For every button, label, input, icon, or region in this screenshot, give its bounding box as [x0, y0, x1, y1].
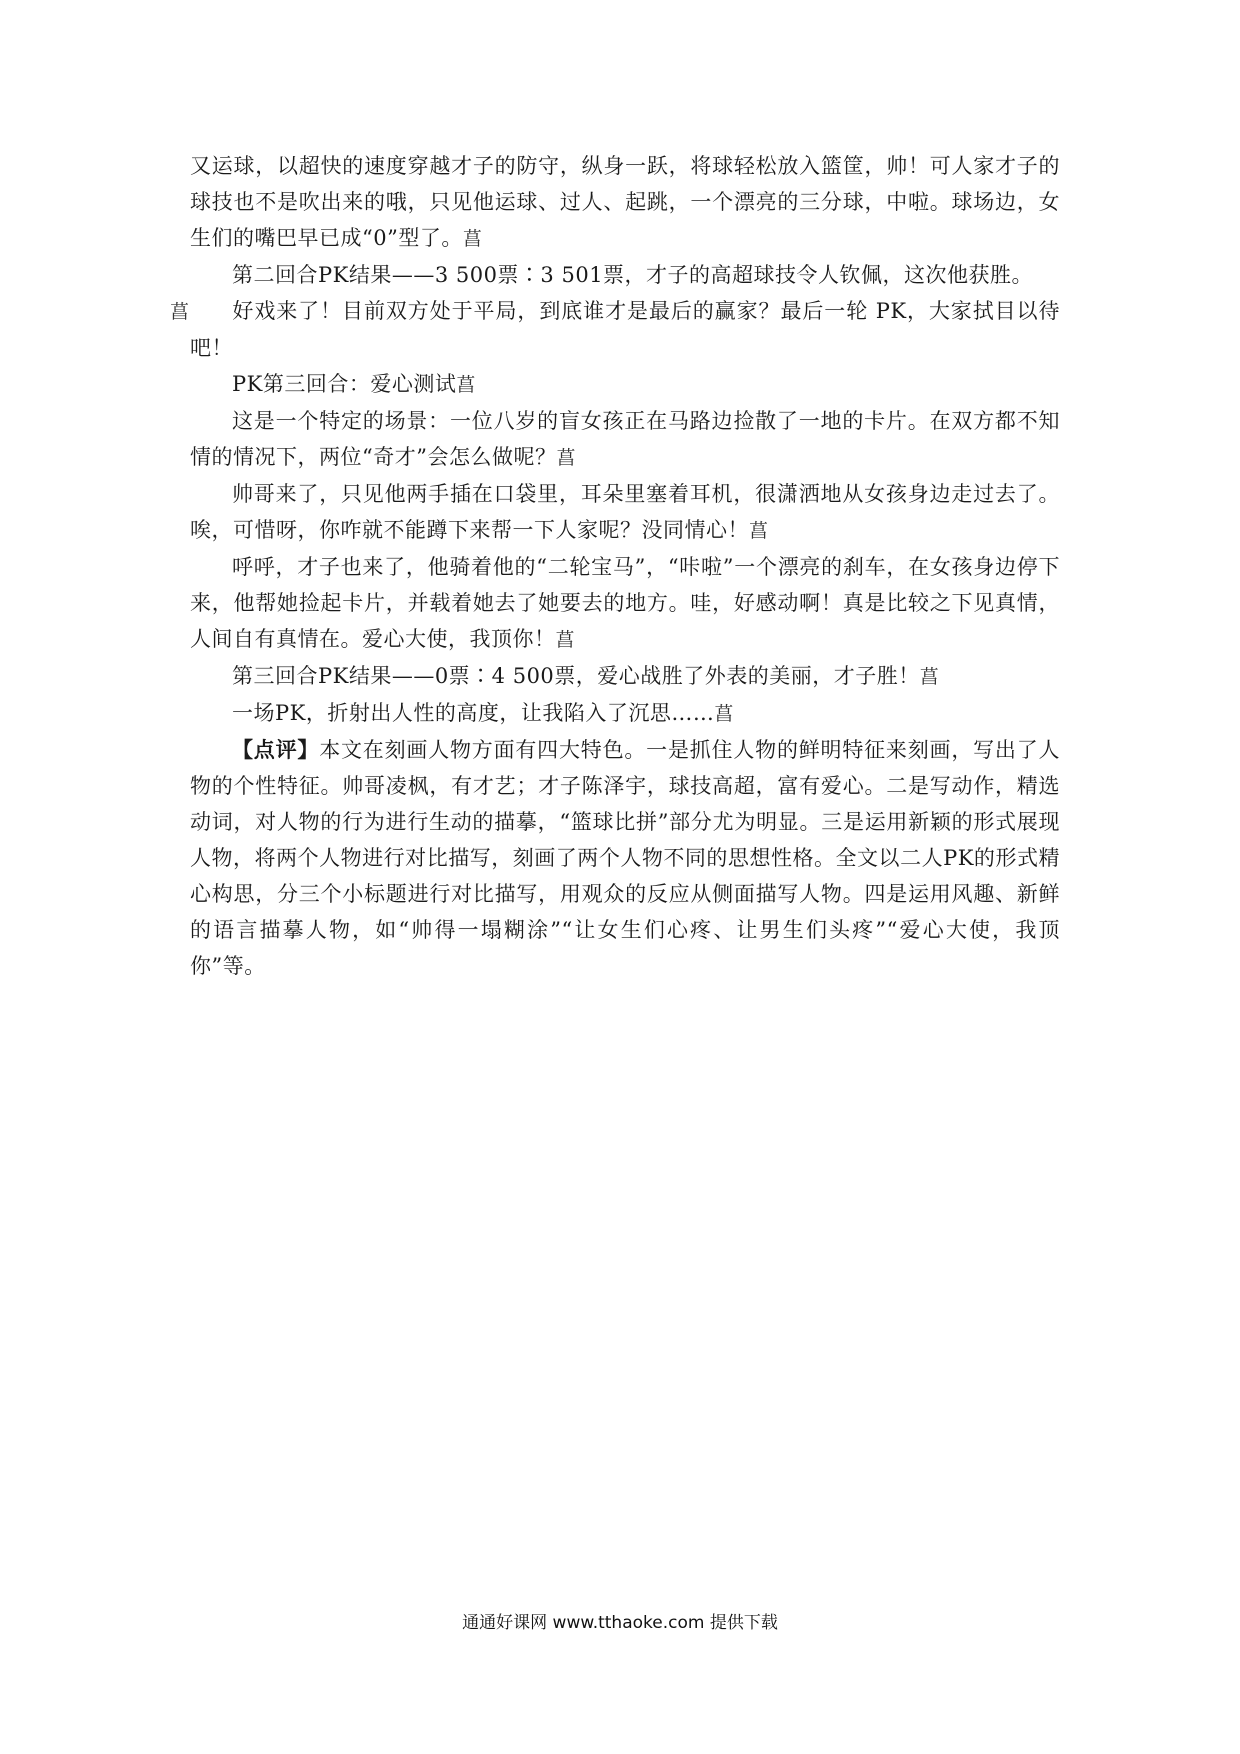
paragraph-mark: 菖 — [556, 447, 576, 469]
paragraph-talented-guy — [190, 549, 1060, 658]
paragraph-mark: 菖 — [749, 520, 769, 542]
paragraph-mark: 菖 — [462, 228, 483, 250]
paragraph-text: 第二回合PK结果——3 500票∶3 501票，才子的高超球技令人钦佩，这次他获胜。 — [232, 263, 1034, 287]
paragraph-conclusion — [190, 695, 1060, 732]
paragraph-round-two-result — [190, 257, 1060, 293]
paragraph-mark: 菖 — [456, 374, 476, 396]
comment-text: 本文在刻画人物方面有四大特色。一是抓住人物的鲜明特征来刻画，写出了人物的个性特征。帅哥凌枫，有才艺；才子陈泽宇，球技高超，富有爱心。二是写动作，精选动词，对人物的行为进行生动的描摹，“篮球比拼”部分尤为明显。三是运用新颖的形式展现人物，将两个人物进行对比描写，刻画了两个人物不同的思想性格。全文以二人PK的形式精心构思，分三个小标题进行对比描写，用观众的反应从侧面描写人物。四是运用风趣、新鲜的语言描摹人物，如“帅得一塌糊涂”“让女生们心疼、让男生们头疼”“爱心大使，我顶你”等。 — [190, 738, 1061, 978]
comment-paragraph — [190, 732, 1060, 984]
paragraph-text: 帅哥来了，只见他两手插在口袋里，耳朵里塞着耳机，很潇洒地从女孩身边走过去了。唉，可惜呀，你咋就不能蹲下来帮一下人家呢？没同情心！ — [190, 482, 1060, 542]
article-body — [170, 148, 1061, 984]
paragraph-mark: 菖 — [170, 301, 190, 323]
paragraph-text: 这是一个特定的场景：一位八岁的盲女孩正在马路边捡散了一地的卡片。在双方都不知情的情况下，两位“奇才”会怎么做呢？ — [190, 409, 1060, 469]
paragraph-text: PK第三回合：爱心测试 — [232, 372, 457, 396]
paragraph-text: 第三回合PK结果——0票∶4 500票，爱心战胜了外表的美丽，才子胜！ — [232, 664, 920, 688]
page-footer: 通通好课网 www.tthaoke.com 提供下载 — [462, 1613, 778, 1633]
paragraph-handsome-guy — [190, 476, 1060, 549]
paragraph-text: 一场PK，折射出人性的高度，让我陷入了沉思…… — [232, 701, 715, 725]
paragraph-tie-announcement — [170, 293, 1060, 366]
section-heading-round-three — [190, 366, 1060, 403]
paragraph-round-three-result — [190, 658, 1060, 695]
paragraph-scenario — [190, 403, 1060, 476]
paragraph-text: 呼呼，才子也来了，他骑着他的“二轮宝马”，“咔啦”一个漂亮的刹车，在女孩身边停下来，他帮她捡起卡片，并载着她去了她要去的地方。哇，好感动啊！真是比较之下见真情，人间自有真情在。爱心大使，我顶你！ — [190, 555, 1060, 651]
paragraph-mark: 菖 — [714, 703, 734, 725]
paragraph-mark: 菖 — [555, 629, 576, 651]
paragraph-mark: 菖 — [919, 666, 940, 688]
paragraph-text: 又运球，以超快的速度穿越才子的防守，纵身一跃，将球轻松放入篮筐，帅！可人家才子的球技也不是吹出来的哦，只见他运球、过人、起跳，一个漂亮的三分球，中啦。球场边，女生们的嘴巴早已成“0”型了。 — [190, 154, 1060, 250]
paragraph-text: 好戏来了！目前双方处于平局，到底谁才是最后的赢家？最后一轮 PK，大家拭目以待吧！ — [190, 299, 1060, 360]
paragraph-basketball-continued — [190, 148, 1060, 257]
comment-label: 【点评】 — [232, 738, 320, 762]
